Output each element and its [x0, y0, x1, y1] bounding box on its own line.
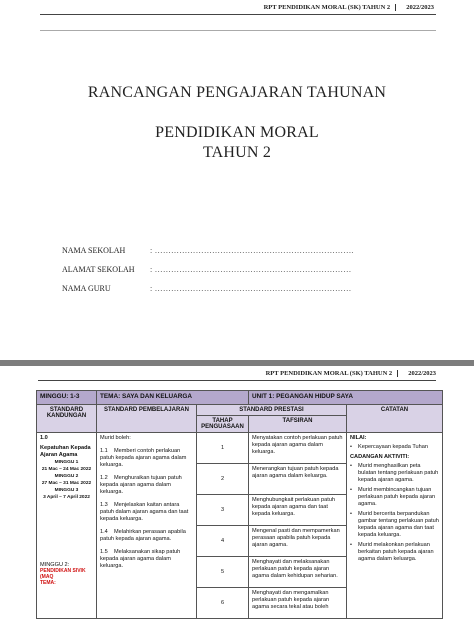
week-dates: 21 Mac – 24 Mac 2022 — [41, 467, 92, 473]
tp-level: 6 — [197, 588, 249, 619]
week-dates: 3 April – 7 April 2022 — [43, 495, 90, 501]
list-item: • Murid melakonkan perlakuan berkaitan patuh kepada ajaran agama dalam keluarga. — [350, 542, 439, 563]
aktiviti-list — [350, 463, 439, 563]
list-item: • Kepercayaan kepada Tuhan — [350, 444, 439, 451]
sp-intro: Murid boleh: — [100, 435, 131, 441]
col-tafsiran: TAFSIRAN — [249, 416, 347, 433]
tp-level: 3 — [197, 495, 249, 526]
col-standard-kandungan: STANDARD KANDUNGAN — [37, 405, 97, 433]
unit-label: UNIT 1: PEGANGAN HIDUP SAYA — [249, 391, 443, 405]
header-rule — [40, 14, 436, 15]
document-title: RANCANGAN PENGAJARAN TAHUNAN — [87, 84, 387, 101]
minggu2-label: MINGGU 2: — [40, 562, 70, 569]
week-label: MINGGU 3 — [54, 488, 79, 494]
tp-level: 1 — [197, 433, 249, 464]
tp-level: 2 — [197, 464, 249, 495]
tp-description: Menghayati dan mengamalkan perlakuan patuh kepada ajaran agama secara tekal atau boleh — [249, 588, 347, 619]
nilai-list — [350, 444, 439, 451]
field-blank: : ……………………………………………………………… — [150, 265, 352, 274]
col-standard-pembelajaran: STANDARD PEMBELAJARAN — [97, 405, 197, 433]
tema-label: TEMA: — [40, 580, 56, 587]
field-blank: : ………………………………………………………………. — [150, 246, 354, 255]
imaq-label: (MAQ — [40, 574, 54, 581]
tp-level: 5 — [197, 557, 249, 588]
list-item: • Murid menghasilkan peta bulatan tentang perlakuan patuh kepada ajaran agama. — [350, 463, 439, 484]
header-rule — [38, 380, 436, 381]
tp-description: Menghayati dan melaksanakan perlakuan patuh kepada ajaran agama dalam kehidupan seharian. — [249, 557, 347, 588]
plan-page — [0, 366, 474, 632]
tp-description: Menyatakan contoh perlakuan patuh kepada ajaran agama dalam keluarga. — [249, 433, 347, 464]
week-range: MINGGU: 1-3 — [37, 391, 97, 405]
field-label: NAMA GURU — [62, 284, 111, 293]
cadangan-heading: CADANGAN AKTIVITI: — [350, 453, 410, 460]
col-tahap: TAHAP PENGUASAAN — [197, 416, 249, 433]
table-row — [37, 433, 443, 464]
field-label: NAMA SEKOLAH — [62, 246, 126, 255]
sk-number: 1.0 — [40, 435, 48, 441]
col-standard-prestasi: STANDARD PRESTASI — [197, 405, 347, 416]
tp-level: 4 — [197, 526, 249, 557]
subject-title: PENDIDIKAN MORAL — [155, 124, 319, 141]
header-rule-secondary — [40, 30, 436, 31]
sp-item: 1.5 Melaksanakan sikap patuh kepada ajaran agama dalam keluarga. — [100, 548, 181, 569]
field-school-name — [62, 246, 354, 255]
sp-cell — [97, 433, 197, 619]
year-title: TAHUN 2 — [202, 144, 272, 161]
sp-item: 1.4 Melahirkan perasaan apabila patuh kepada ajaran agama. — [100, 528, 186, 542]
theme-band — [37, 391, 443, 405]
tp-description: Menghubungkait perlakuan patuh kepada ajaran agama dan taat kepada keluarga. — [249, 495, 347, 526]
week-label: MINGGU 1 — [54, 460, 79, 466]
sp-item: 1.1 Memberi contoh perlakuan patuh kepada ajaran agama dalam keluarga. — [100, 447, 187, 468]
header-year: 2022/2023 — [395, 4, 436, 11]
list-item: • Murid bercerita berpandukan gambar tentang perlakuan patuh kepada ajaran agama dan taat kepada keluarga. — [350, 511, 439, 539]
nilai-heading: NILAI: — [350, 435, 367, 441]
tp-description: Menerangkan tujuan patuh kepada ajaran agama dalam keluarga. — [249, 464, 347, 495]
theme-label: TEMA: SAYA DAN KELUARGA — [97, 391, 249, 405]
col-catatan: CATATAN — [347, 405, 443, 433]
field-teacher-name — [62, 284, 351, 293]
header-title: RPT PENDIDIKAN MORAL (SK) TAHUN 2 — [263, 3, 391, 11]
catatan-cell — [347, 433, 443, 619]
sp-item: 1.3 Menjelaskan kaitan antara patuh dalam ajaran agama dan taat kepada keluarga. — [100, 501, 189, 522]
page-header — [266, 366, 436, 380]
week-dates: 27 Mac – 31 Mac 2022 — [41, 481, 92, 487]
page-header — [264, 0, 436, 14]
field-label: ALAMAT SEKOLAH — [62, 265, 135, 274]
tp-description: Mengenal pasti dan mempamerkan perasaan apabila patuh kepada ajaran agama. — [249, 526, 347, 557]
column-header-row — [37, 405, 443, 416]
header-year: 2022/2023 — [397, 370, 436, 377]
sk-title: Kepatuhan Kepada Ajaran Agama — [40, 445, 91, 458]
header-title: RPT PENDIDIKAN MORAL (SK) TAHUN 2 — [265, 369, 393, 377]
sp-item: 1.2 Menghuraikan tujuan patuh kepada ajaran agama dalam keluarga. — [100, 474, 182, 495]
week-label: MINGGU 2 — [54, 474, 79, 480]
field-school-address — [62, 265, 351, 274]
pendidikan-sivik-label: PENDIDIKAN SIVIK — [40, 568, 86, 575]
list-item: • Murid membincangkan tujuan perlakuan patuh kepada ajaran agama. — [350, 487, 439, 508]
sk-cell — [37, 433, 97, 619]
field-blank: : ……………………………………………………………… — [150, 284, 352, 293]
plan-table — [36, 390, 443, 619]
